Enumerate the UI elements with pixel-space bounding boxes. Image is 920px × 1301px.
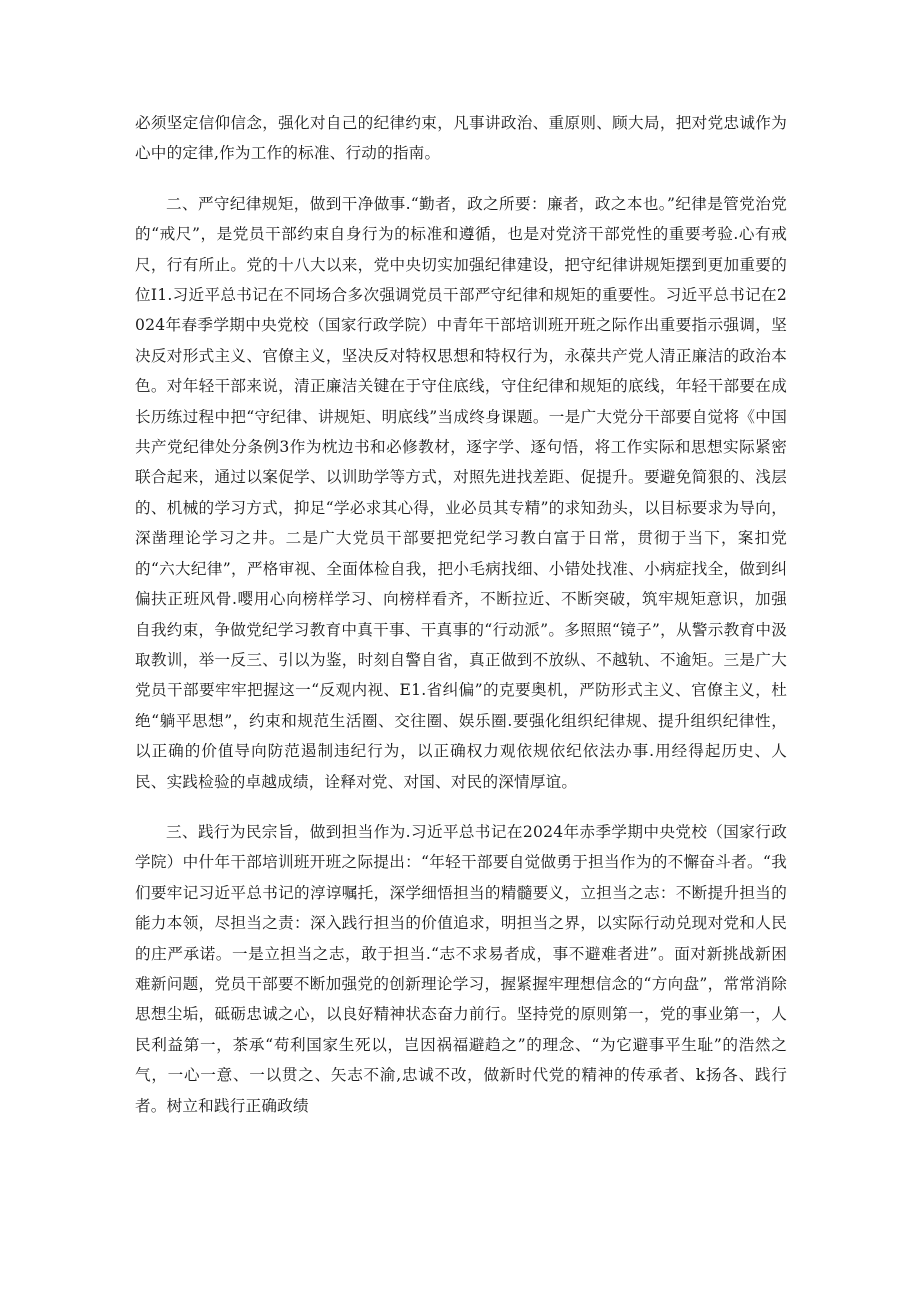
paragraph-continuation: 必须坚定信仰信念，强化对自己的纪律约束，凡事讲政治、重原则、顾大局，把对党忠诚作为心中的定律,作为工作的标准、行动的指南。 [135, 114, 787, 163]
paragraph-section-two: 二、严守纪律规矩，做到干净做事.“勤者，政之所要：廉者，政之本也。”纪律是管党治党的“戒尺”，是党员干部约束自身行为的标准和遵循，也是对党济干部党性的重要考验.心有戒尺，行有所止。党的十八大以来，党中央切实加强纪律建设，把守纪律讲规矩摆到更加重要的位I1.习近平总书记在不同场合多次强调党员干部严守纪律和规矩的重要性。习近平总书记在2024年春季学期中央党校（国家行政学院）中青年干部培训班开班之际作出重要指示强调，坚决反对形式主义、官僚主义，坚决反对特权思想和特权行为，永葆共产党人清正廉洁的政治本色。对年轻干部来说，清正廉洁关键在于守住底线，守住纪律和规矩的底线，年轻干部要在成长历练过程中把“守纪律、讲规矩、明底线”当成终身课题。一是广大党分干部要自觉将《中国共产党纪律处分条例3作为枕边书和必修教材，逐字学、逐句悟，将工作实际和思想实际紧密联合起来，通过以案促学、以训助学等方式，对照先进找差距、促提升。要避免简狠的、浅层的、机械的学习方式，抑足“学必求其心得，业必员其专精”的求知劲头，以目标要求为导向，深凿理论学习之井。二是广大党员干部要把党纪学习教白富于日常，贯彻于当下，案扣党的“六大纪律”，严格审视、全面体检自我，把小毛病找细、小错处找准、小病症找全，做到纠偏扶正班风骨.嘤用心向榜样学习、向榜样看齐，不断拉近、不断突破，筑牢规矩意识，加强自我约束，争做党纪学习教育中真干事、干真事的“行动派”。多照照“镜子”，从警示教育中汲取教训，举一反三、引以为鉴，时刻自警自省，真正做到不放纵、不越轨、不逾矩。三是广大党员干部要牢牢把握这一“反观内视、E1.省纠偏”的克要奥机，严防形式主义、官僚主义，杜绝“躺平思想”，约束和规范生活圈、交往圈、娱乐圈.要强化组织纪律规、提升组织纪律性，以正确的价值导向防范遏制违纪行为，以正确权力观依规依纪依法办事.用经得起历史、人民、实践检验的卓越成绩，诠释对党、对国、对民的深情厚谊。 [135, 194, 787, 791]
document-body [135, 108, 787, 1121]
paragraph-section-three: 三、践行为民宗旨，做到担当作为.习近平总书记在2024年赤季学期中央党校（国家行政学院）中什年干部培训班开班之际提出：“年轻干部要自觉做勇于担当作为的不懈奋斗者。“我们要牢记习近平总书记的淳谆嘱托，深学细悟担当的精髓要义，立担当之志：不断提升担当的能力本领，尽担当之责：深入践行担当的价值追求，明担当之界，以实际行动兑现对党和人民的庄严承诺。一是立担当之志，敢于担当.“志不求易者成，事不避难者进”。面对新挑战新困难新问题，党员干部要不断加强党的创新理论学习，握紧握牢理想信念的“方向盘”，常常消除思想尘垢，砥砺忠诚之心，以良好精神状态奋力前行。坚持党的原则第一，党的事业第一，人民利益第一，茶承“苟利国家生死以，岂因祸福避趋之”的理念、“为它避事平生耻”的浩然之气，一心一意、一以贯之、矢志不渝,忠诚不改，做新时代党的精神的传承者、k扬各、践行者。树立和践行正确政绩 [135, 822, 787, 1115]
